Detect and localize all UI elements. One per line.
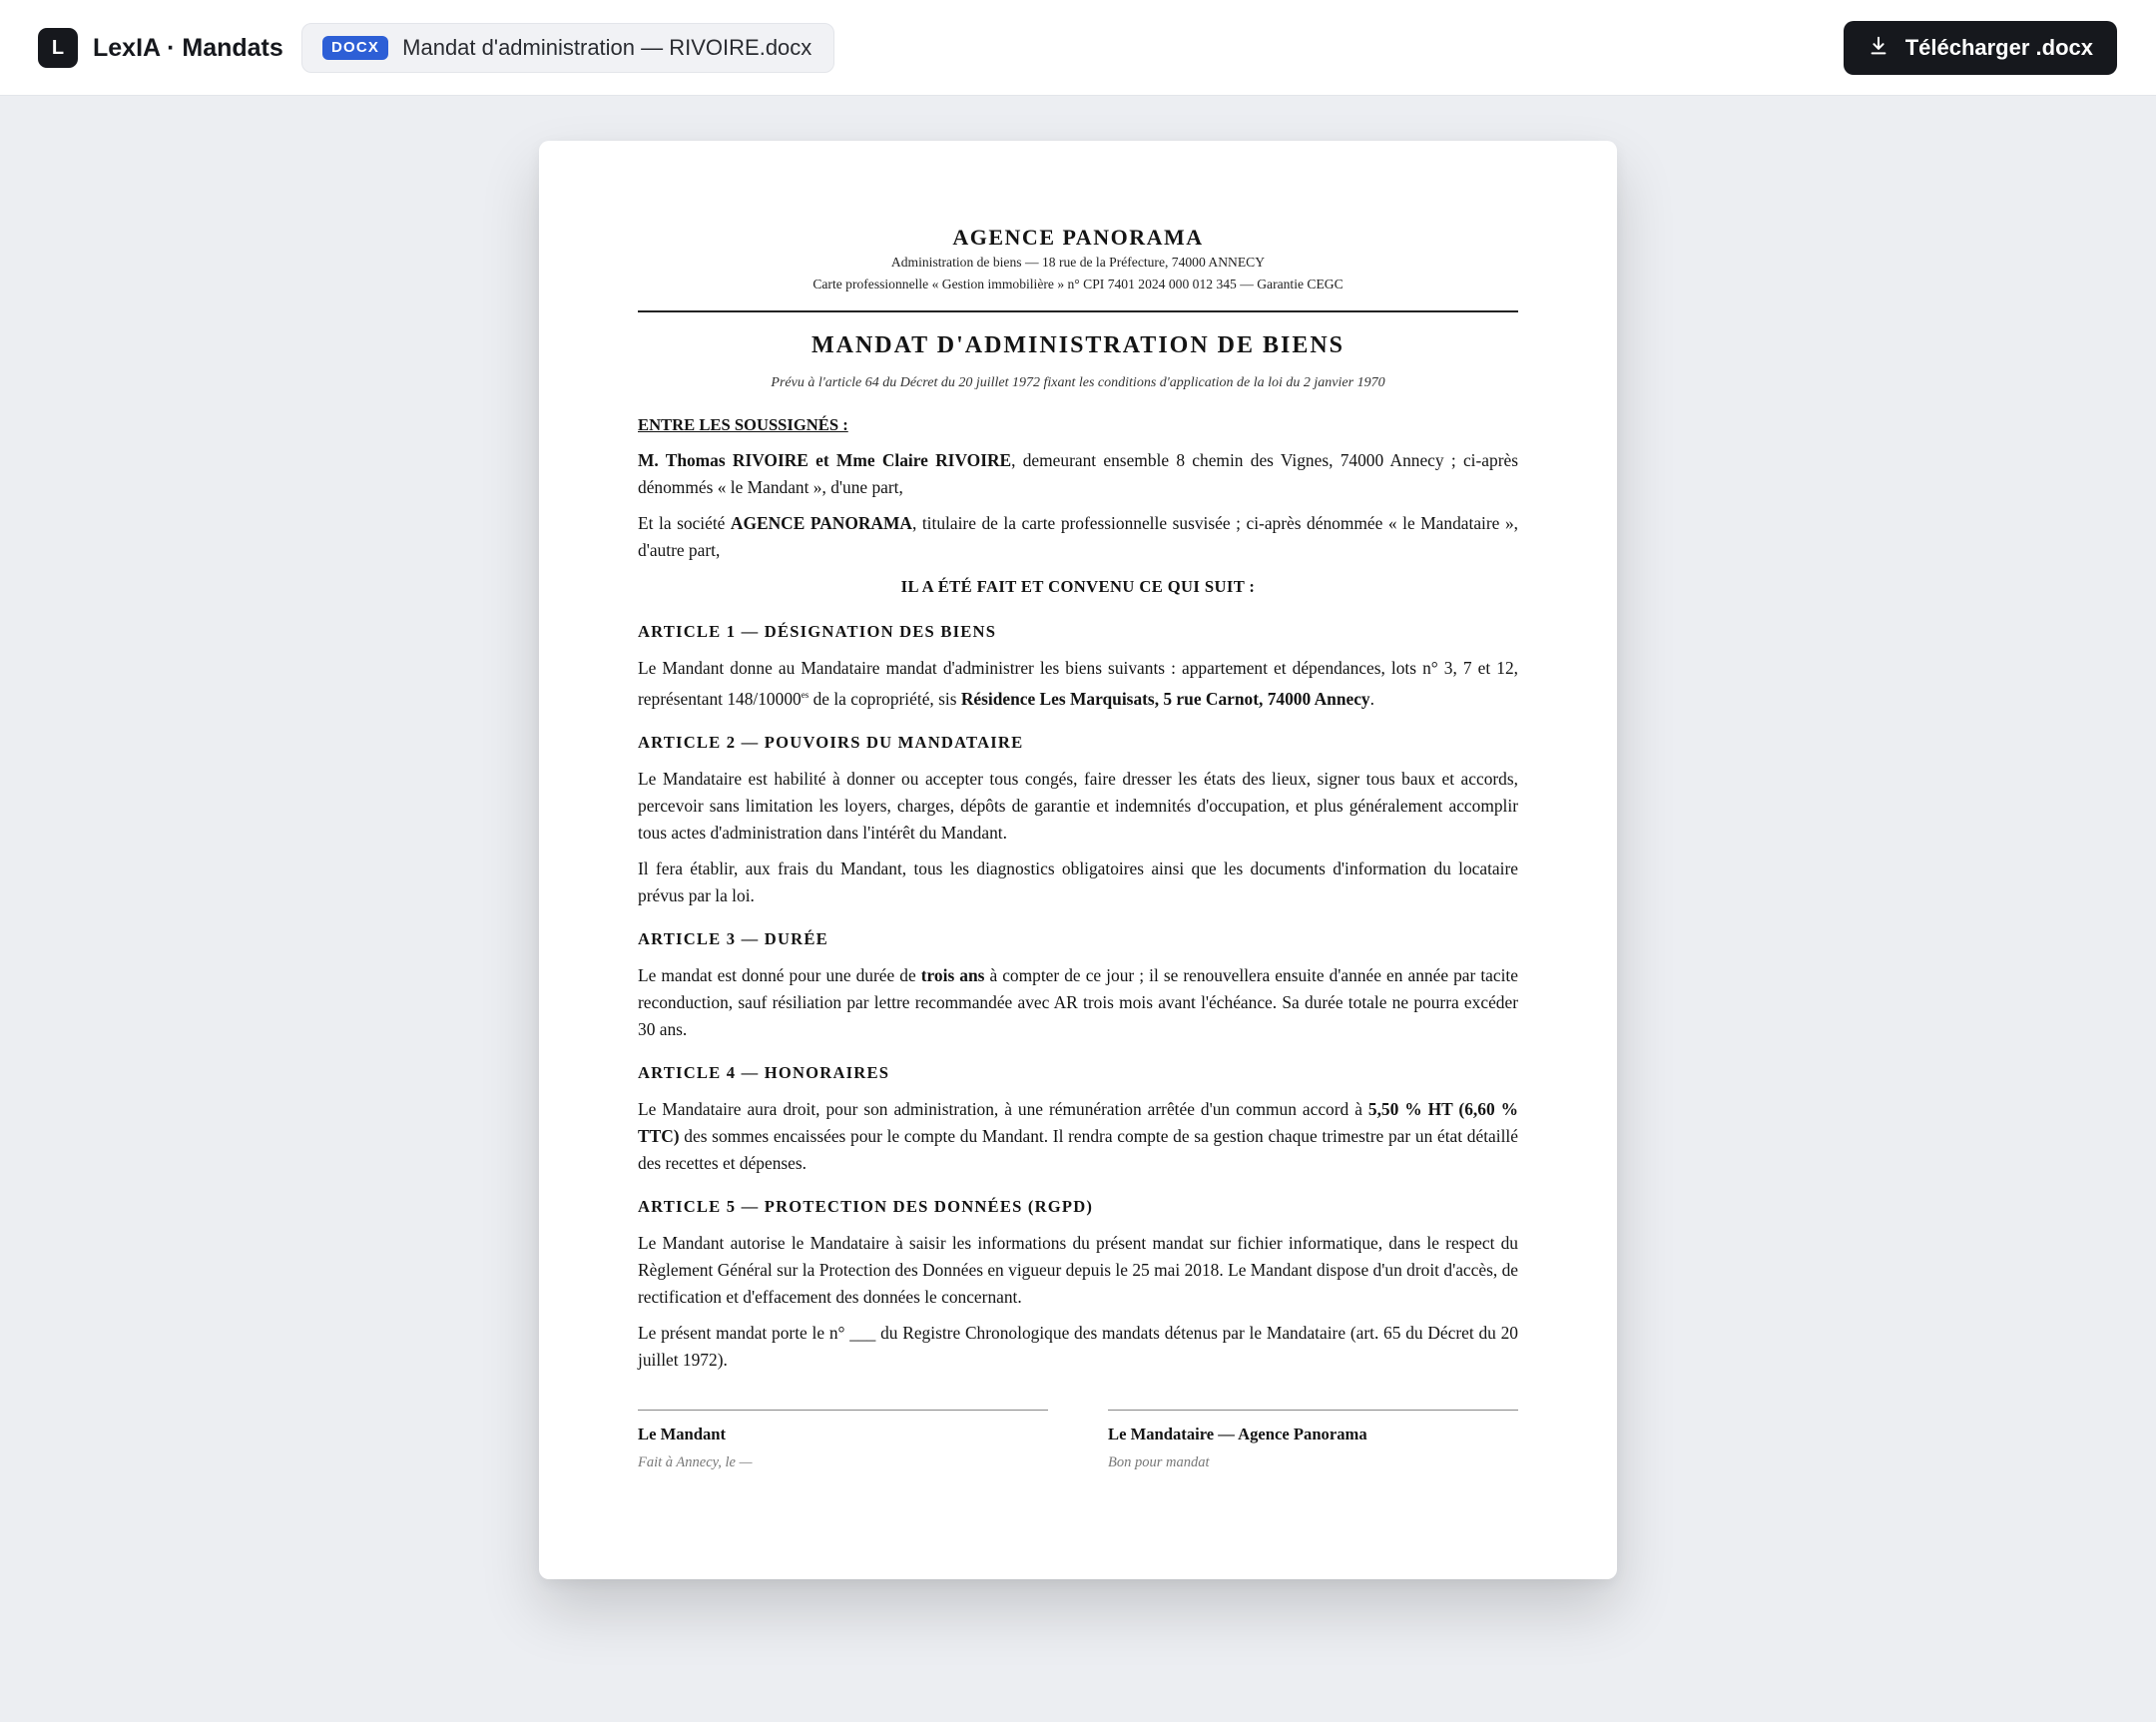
party-mandataire-details: , titulaire de la carte professionnelle susvisée ; ci-après dénommée « le Mandataire », d'autre part, xyxy=(638,513,1518,560)
top-bar xyxy=(0,0,2156,96)
article-1-text-start: Le Mandant donne au Mandataire mandat d'administrer les biens suivants : appartement et dépendances, lots n° 3, 7 et 12, représentant 148/10000 xyxy=(638,658,1518,709)
article-5-paragraph-1: Le Mandant autorise le Mandataire à saisir les informations du présent mandat sur fichier informatique, dans le respect du Règlement Général sur la Protection des Données en vigueur depuis le 25 mai 2018. Le Mandant dispose d'un droit d'accès, de rectification et d'effacement des données le concernant. xyxy=(638,1232,1518,1307)
article-1-address: Résidence Les Marquisats, 5 rue Carnot, 74000 Annecy xyxy=(960,688,1370,709)
download-button-label: Télécharger .docx xyxy=(1904,35,2093,60)
article-1-title: ARTICLE 1 — DÉSIGNATION DES BIENS xyxy=(638,622,997,641)
article-5-paragraph-2: Le présent mandat porte le n° ___ du Registre Chronologique des mandats détenus par le Mandataire (art. 65 du Décret du 20 juillet 1972). xyxy=(638,1322,1518,1370)
app-title: LexIA · Mandats xyxy=(93,34,283,62)
agency-name: AGENCE PANORAMA xyxy=(952,225,1204,250)
document-content xyxy=(638,224,1518,1472)
signature-mandataire-note: Bon pour mandat xyxy=(1108,1453,1210,1470)
header-divider xyxy=(638,310,1518,312)
article-5-title: ARTICLE 5 — PROTECTION DES DONNÉES (RGPD) xyxy=(638,1196,1094,1216)
article-3-title: ARTICLE 3 — DURÉE xyxy=(638,928,828,948)
party-mandant-names: M. Thomas RIVOIRE et Mme Claire RIVOIRE xyxy=(638,450,1012,470)
article-1-superscript: es xyxy=(801,690,809,700)
signature-block xyxy=(638,1410,1518,1472)
article-4-text xyxy=(638,1096,1518,1177)
file-tab[interactable] xyxy=(301,23,834,73)
article-3 xyxy=(638,927,1518,1043)
article-1-text-end: . xyxy=(1369,688,1374,709)
article-3-text xyxy=(638,962,1518,1043)
article-5 xyxy=(638,1195,1518,1374)
signature-mandant xyxy=(638,1410,1048,1472)
party-mandataire-name: AGENCE PANORAMA xyxy=(730,513,912,533)
party-mandant xyxy=(638,447,1518,501)
agency-license: Carte professionnelle « Gestion immobilière » n° CPI 7401 2024 000 012 345 — Garantie CEGC xyxy=(812,277,1344,291)
article-4 xyxy=(638,1061,1518,1177)
article-4-text-end: des sommes encaissées pour le compte du Mandant. Il rendra compte de sa gestion chaque trimestre par un état détaillé des recettes et dépenses. xyxy=(638,1125,1518,1173)
app-logo xyxy=(38,28,78,68)
app-logo-letter: L xyxy=(51,36,65,59)
article-3-text-end: à compter de ce jour ; il se renouvellera ensuite d'année en année par tacite reconduction, sauf résiliation par lettre recommandée avec AR trois mois avant l'échéance. Sa durée totale ne pourra excéder 30 ans. xyxy=(638,964,1518,1039)
article-3-text-start: Le mandat est donné pour une durée de xyxy=(638,964,921,985)
download-icon xyxy=(1868,35,1889,62)
article-1-text-mid: de la copropriété, sis xyxy=(808,688,961,709)
article-3-duration: trois ans xyxy=(920,964,985,985)
agreement-statement: IL A ÉTÉ FAIT ET CONVENU CE QUI SUIT : xyxy=(900,577,1256,596)
article-4-text-start: Le Mandataire aura droit, pour son administration, à une rémunération arrêtée d'un commun accord à xyxy=(638,1098,1368,1119)
article-2 xyxy=(638,731,1518,909)
parties-heading: ENTRE LES SOUSSIGNÉS : xyxy=(638,415,848,434)
party-mandataire xyxy=(638,510,1518,564)
article-4-fee-rate: 5,50 % HT (6,60 % TTC) xyxy=(638,1098,1518,1146)
file-name: Mandat d'administration — RIVOIRE.docx xyxy=(402,35,812,60)
party-mandataire-intro: Et la société xyxy=(638,513,731,533)
signature-mandataire xyxy=(1108,1410,1518,1472)
document-page xyxy=(539,141,1617,1579)
party-mandant-details: , demeurant ensemble 8 chemin des Vignes, 74000 Annecy ; ci-après dénommés « le Mandant », d'une part, xyxy=(638,450,1518,497)
file-type-badge: DOCX xyxy=(322,36,388,60)
document-title: MANDAT D'ADMINISTRATION DE BIENS xyxy=(810,332,1346,358)
signature-mandataire-label: Le Mandataire — Agence Panorama xyxy=(1108,1424,1367,1443)
signature-mandant-note: Fait à Annecy, le — xyxy=(638,1453,753,1470)
document-subtitle: Prévu à l'article 64 du Décret du 20 juillet 1972 fixant les conditions d'application de la loi du 2 janvier 1970 xyxy=(771,375,1385,390)
article-2-paragraph-1: Le Mandataire est habilité à donner ou accepter tous congés, faire dresser les états des lieux, signer tous baux et accords, percevoir sans limitation les loyers, charges, dépôts de garantie et indemnités d'occupation, et plus généralement accomplir tous actes d'administration dans l'intérêt du Mandant. xyxy=(638,768,1518,843)
article-1 xyxy=(638,620,1518,713)
agency-address: Administration de biens — 18 rue de la Préfecture, 74000 ANNECY xyxy=(890,255,1266,270)
signature-mandant-label: Le Mandant xyxy=(638,1424,727,1443)
article-2-paragraph-2: Il fera établir, aux frais du Mandant, tous les diagnostics obligatoires ainsi que les documents d'information du locataire prévus par la loi. xyxy=(638,858,1518,905)
article-1-text xyxy=(638,655,1518,713)
article-2-title: ARTICLE 2 — POUVOIRS DU MANDATAIRE xyxy=(638,732,1024,752)
article-4-title: ARTICLE 4 — HONORAIRES xyxy=(638,1062,890,1082)
download-button[interactable] xyxy=(1844,21,2117,75)
